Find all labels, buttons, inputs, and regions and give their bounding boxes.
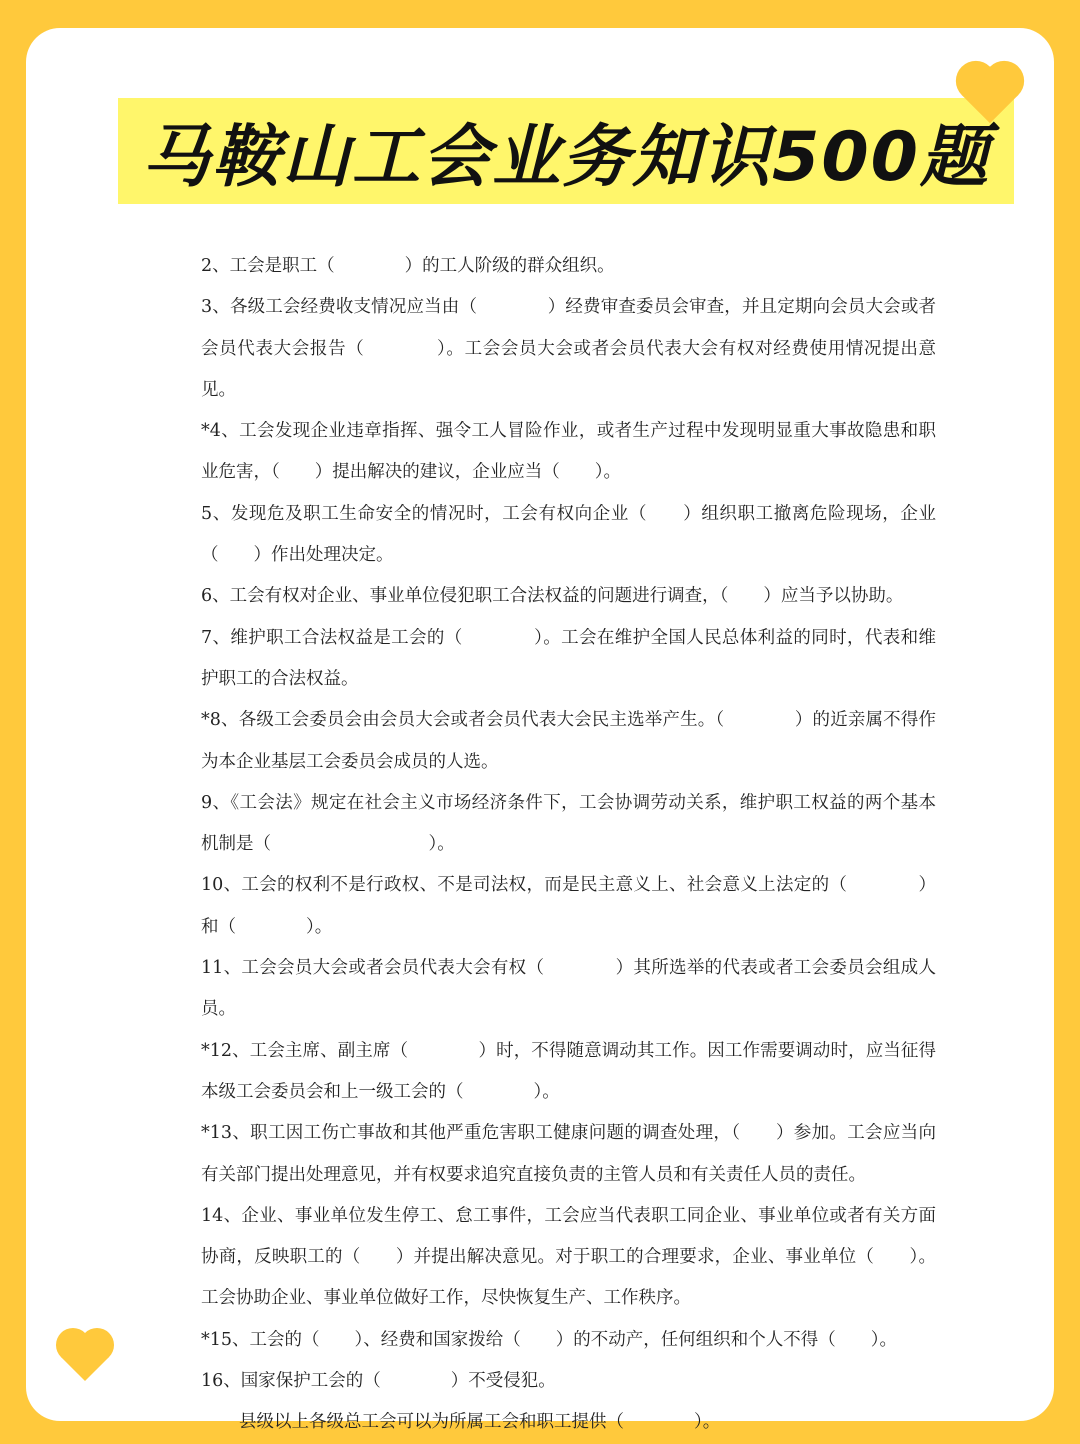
question-14: 14、企业、事业单位发生停工、怠工事件，工会应当代表职工同企业、事业单位或者有关方面协商，反映职工的（ ）并提出解决意见。对于职工的合理要求，企业、事业单位（ ）。工会协助企业、事业单位做好工作，尽快恢复生产、工作秩序。	[201, 1205, 936, 1309]
content-card	[26, 28, 1054, 1433]
title-banner	[118, 98, 1014, 204]
question-16: 16、国家保护工会的（ ）不受侵犯。	[201, 1371, 556, 1392]
page-title: 马鞍山工会业务知识500题	[142, 117, 990, 197]
question-9: 9、《工会法》规定在社会主义市场经济条件下，工会协调劳动关系，维护职工权益的两个基本机制是（ ）。	[201, 792, 936, 855]
question-12: *12、工会主席、副主席（ ）时，不得随意调动其工作。因工作需要调动时，应当征得本级工会委员会和上一级工会的（ ）。	[201, 1040, 936, 1102]
question-list	[201, 246, 936, 1444]
question-4: *4、工会发现企业违章指挥、强令工人冒险作业，或者生产过程中发现明显重大事故隐患和职业危害，（ ）提出解决的建议，企业应当（ ）。	[201, 421, 936, 483]
question-15: *15、工会的（ ）、经费和国家拨给（ ）的不动产，任何组织和个人不得（ ）。	[201, 1329, 898, 1350]
question-5: 5、发现危及职工生命安全的情况时，工会有权向企业（ ）组织职工撤离危险现场，企业（ ）作出处理决定。	[201, 503, 936, 566]
question-11: 11、工会会员大会或者会员代表大会有权（ ）其所选举的代表或者工会委员会组成人员。	[201, 958, 936, 1020]
question-16-continued: 县级以上各级总工会可以为所属工会和职工提供（ ）。	[239, 1412, 721, 1433]
question-2: 2、工会是职工（ ）的工人阶级的群众组织。	[201, 256, 615, 276]
question-6: 6、工会有权对企业、事业单位侵犯职工合法权益的问题进行调查，（ ）应当予以协助。	[201, 586, 904, 607]
question-10: 10、工会的权利不是行政权、不是司法权，而是民主意义上、社会意义上法定的（ ）和（ ）。	[201, 875, 936, 937]
question-8: *8、各级工会委员会由会员大会或者会员代表大会民主选举产生。（ ）的近亲属不得作为本企业基层工会委员会成员的人选。	[201, 710, 936, 772]
question-7: 7、维护职工合法权益是工会的（ ）。工会在维护全国人民总体利益的同时，代表和维护职工的合法权益。	[201, 627, 936, 689]
question-13: *13、职工因工伤亡事故和其他严重危害职工健康问题的调查处理，（ ）参加。工会应当向有关部门提出处理意见，并有权要求追究直接负责的主管人员和有关责任人员的责任。	[201, 1123, 936, 1185]
question-3: 3、各级工会经费收支情况应当由（ ）经费审查委员会审查，并且定期向会员大会或者会员代表大会报告（ ）。工会会员大会或者会员代表大会有权对经费使用情况提出意见。	[201, 297, 936, 400]
